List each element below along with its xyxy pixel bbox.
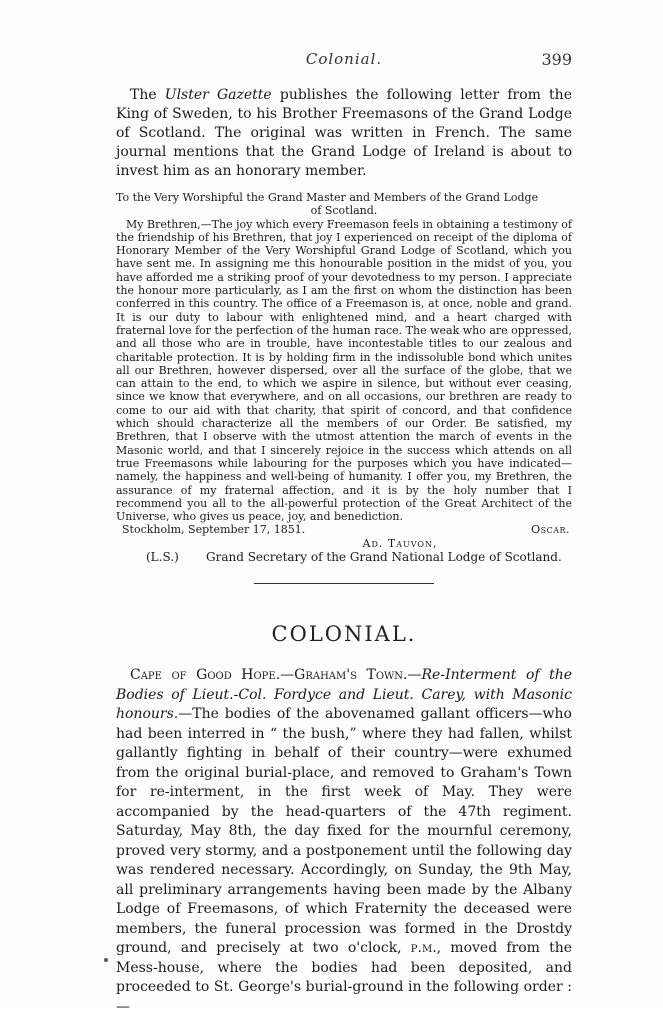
report-headline: Re-Interment of the Bodies of Lieut.-Col. Fordyce and Lieut. Carey, with Masonic honours. bbox=[116, 667, 573, 722]
letter-signer: Oscar. bbox=[531, 523, 570, 537]
report-town: Graham's Town. bbox=[294, 667, 408, 683]
report-dash-1: — bbox=[280, 667, 295, 683]
report-body-end: , moved from the Mess-house, where the bodies had been deposited, and proceeded to St. George's burial-ground in the following order :— bbox=[116, 940, 572, 1015]
letter-address-line1: To the Very Worshipful the Grand Master and Members of the Grand Lodge bbox=[116, 191, 539, 204]
secretary-name: Ad. Tauvon, bbox=[362, 537, 438, 551]
seal-line bbox=[116, 551, 572, 565]
report-body: —The bodies of the abovenamed gallant officers—who had been interred in “ the bush,” where they had fallen, whilst gallantly fighting in behalf of their country—were exhumed from the original burial-place, and removed to Graham's Town for re-interment, in the first week of May. They were accompanied by the head-quarters of the 47th regiment. Saturday, May 8th, the day fixed for the mournful ceremony, proved very stormy, and a postponement until the following day was rendered necessary. Accordingly, on Sunday, the 9th May, all preliminary arrangements having been made by the Albany Lodge of Freemasons, of which Fraternity the deceased were members, the funeral procession was formed in the Drostdy ground, and precisely at two o'clock, bbox=[116, 706, 572, 956]
page-number: 399 bbox=[541, 50, 572, 69]
letter-address-line2: of Scotland. bbox=[310, 204, 378, 218]
intro-text-rest: publishes the following letter from the King of Sweden, to his Brother Freemasons of the Grand Lodge of Scotland. The original was written in French. The same journal mentions that the Grand Lodge of Ireland is about to invest him as an honorary member. bbox=[116, 87, 572, 179]
running-head bbox=[116, 50, 572, 74]
intro-paragraph bbox=[116, 86, 572, 181]
section-heading: COLONIAL. bbox=[271, 622, 417, 646]
letter-signature-line bbox=[116, 523, 572, 537]
intro-text-start: The bbox=[130, 87, 165, 103]
report-dash-2: — bbox=[407, 667, 422, 683]
section-divider-rule bbox=[254, 583, 434, 584]
king-letter bbox=[116, 191, 572, 565]
margin-mark bbox=[104, 958, 108, 962]
report-time-abbrev: p.m. bbox=[410, 940, 437, 956]
report-place: Cape of Good Hope. bbox=[130, 667, 281, 683]
secretary-title: Grand Secretary of the Grand National Lodge of Scotland. bbox=[206, 549, 562, 564]
newspaper-name: Ulster Gazette bbox=[164, 87, 272, 103]
seal-mark: (L.S.) bbox=[146, 549, 179, 564]
letter-place-date: Stockholm, September 17, 1851. bbox=[122, 523, 306, 537]
running-title: Colonial. bbox=[305, 50, 383, 68]
letter-body: My Brethren,—The joy which every Freemason feels in obtaining a testimony of the friendship of his Brethren, that joy I experienced on receipt of the diploma of Honorary Member of the Very Worshipful Grand Lodge of Scotland, which you have sent me. In assigning me this honourable position in the midst of you, you have afforded me a striking proof of your devotedness to my person. I appreciate the honour more particularly, as I am the first on whom the distinction has been conferred in this country. The office of a Freemason is, at once, noble and grand. It is our duty to labour with enlightened mind, and a heart charged with fraternal love for the perfection of the human race. The weak who are oppressed, and all those who are in trouble, have incontestable titles to our zealous and charitable protection. It is by holding firm in the indissoluble bond which unites all our Brethren, however dispersed, over all the surface of the globe, that we can attain to the end, to which we aspire in silence, but without ever ceasing, since we know that everywhere, and on all occasions, our brethren are ready to come to our aid with that charity, that spirit of concord, and that confidence which should characterize all the members of our Order. Be satisfied, my Brethren, that I observe with the utmost attention the march of events in the Masonic world, and that I sincerely rejoice in the success which attends on all true Freemasons while labouring for the purposes which you have indicated—namely, the happiness and well-being of humanity. I offer you, my Brethren, the assurance of my fraternal affection, and it is by the holy number that I recommend you all to the all-powerful protection of the Great Architect of the Universe, who gives us peace, joy, and benediction. bbox=[116, 217, 572, 524]
report-paragraph bbox=[116, 666, 572, 1017]
